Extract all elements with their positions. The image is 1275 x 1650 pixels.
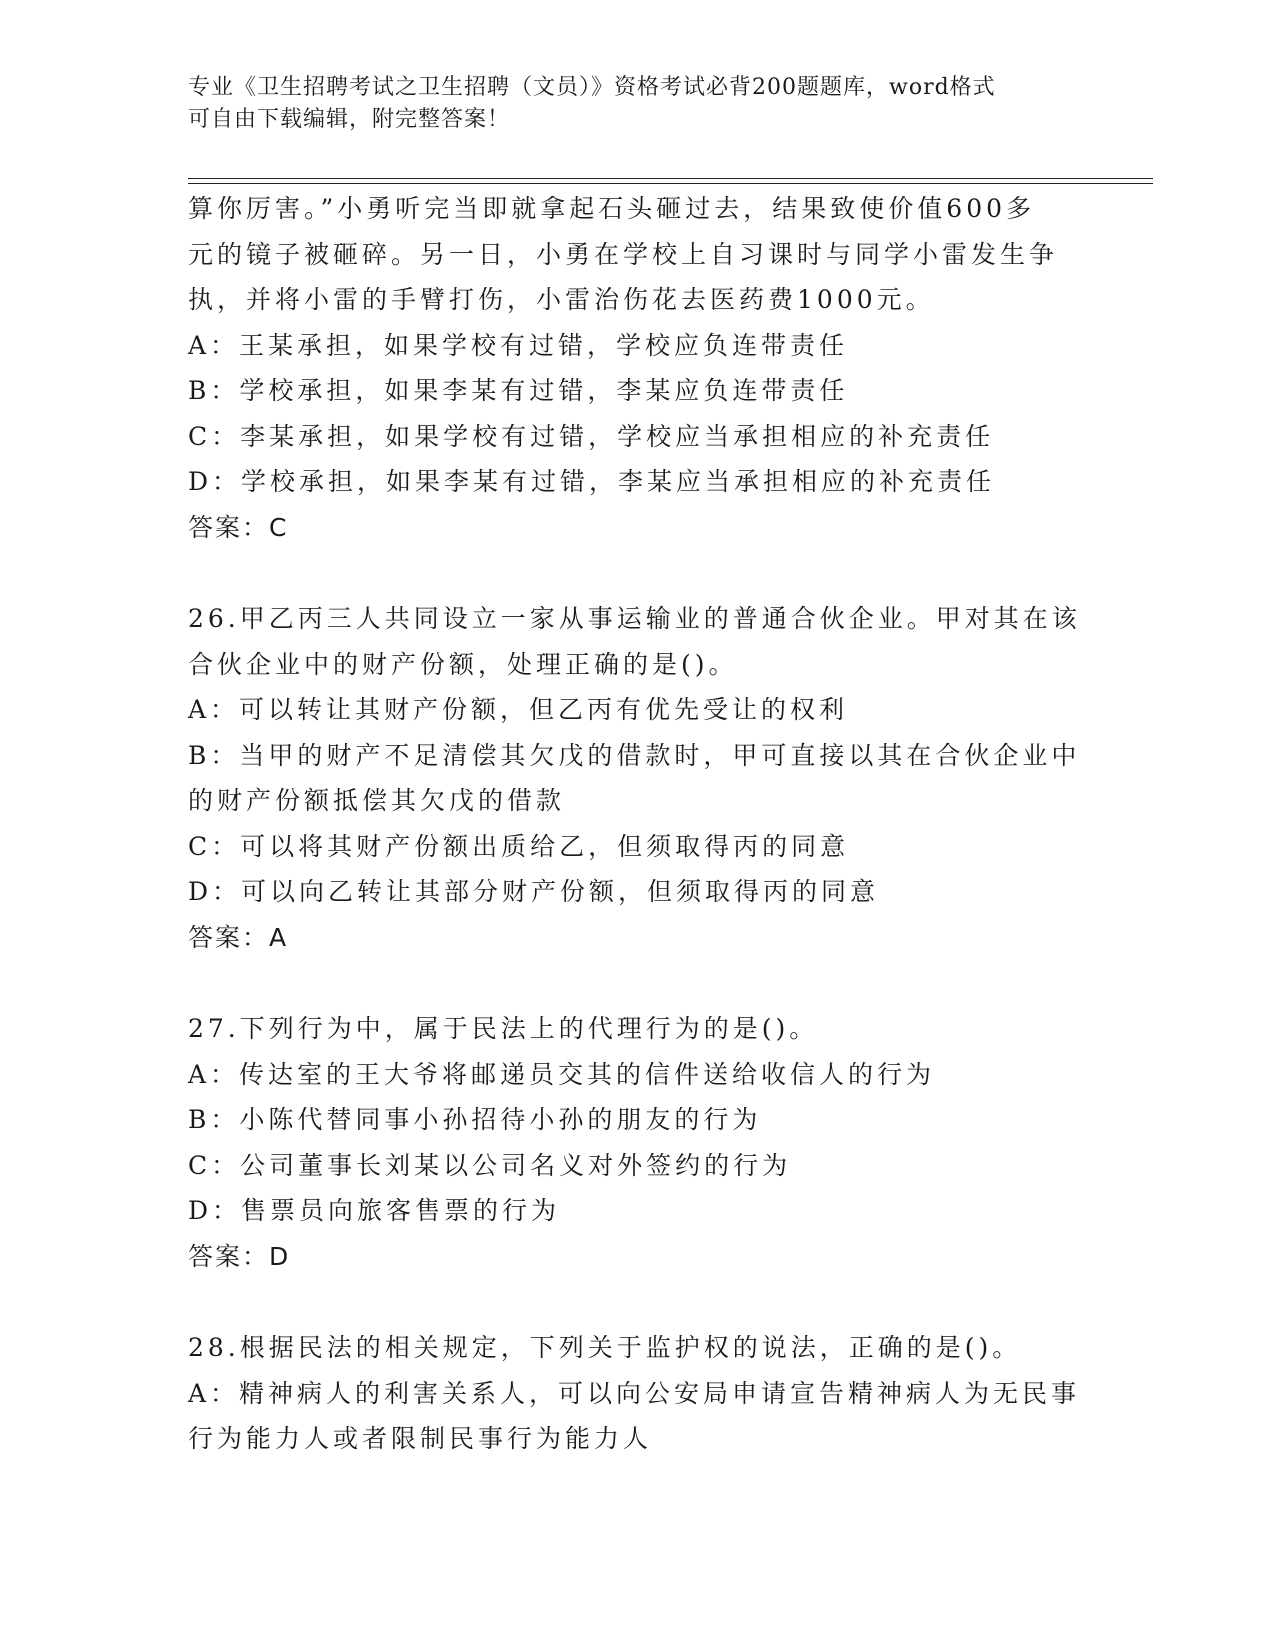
option-a: A：可以转让其财产份额，但乙丙有优先受让的权利 (188, 695, 849, 724)
header-divider (188, 178, 1153, 184)
option-b: B：小陈代替同事小孙招待小孙的朋友的行为 (188, 1105, 762, 1134)
answer-label: 答案：C (188, 512, 289, 542)
option-c: C：公司董事长刘某以公司名义对外签约的行为 (188, 1150, 792, 1180)
option-d: D：可以向乙转让其部分财产份额，但须取得丙的同意 (188, 877, 880, 906)
option-d: D：售票员向旅客售票的行为 (188, 1196, 561, 1225)
option-b: B：当甲的财产不足清偿其欠戊的借款时，甲可直接以其在合伙企业中 (188, 740, 1081, 770)
option-c: C：可以将其财产份额出质给乙，但须取得丙的同意 (188, 831, 850, 861)
question-text-line: 算你厉害。”小勇听完当即就拿起石头砸过去，结果致使价值600多 (188, 194, 1036, 223)
question-text-line: 合伙企业中的财产份额，处理正确的是()。 (188, 649, 738, 679)
question-text-line: 执，并将小雷的手臂打伤，小雷治伤花去医药费1000元。 (188, 285, 935, 314)
option-b-continued: 的财产份额抵偿其欠戊的借款 (188, 786, 566, 815)
question-text-line: 27.下列行为中，属于民法上的代理行为的是()。 (188, 1014, 819, 1043)
question-25 (188, 186, 1088, 550)
option-d: D：学校承担，如果李某有过错，李某应当承担相应的补充责任 (188, 467, 996, 496)
question-27 (188, 1006, 1088, 1279)
option-a: A：精神病人的利害关系人，可以向公安局申请宣告精神病人为无民事 (188, 1378, 1081, 1408)
question-content (188, 186, 1088, 1462)
option-c: C：李某承担，如果学校有过错，学校应当承担相应的补充责任 (188, 421, 995, 451)
question-text-line: 26.甲乙丙三人共同设立一家从事运输业的普通合伙企业。甲对其在该 (188, 604, 1081, 633)
option-a: A：传达室的王大爷将邮递员交其的信件送给收信人的行为 (188, 1059, 936, 1089)
header-line-1: 专业《卫生招聘考试之卫生招聘（文员）》资格考试必背200题题库，word格式 (188, 75, 996, 100)
spacer (188, 550, 1088, 596)
spacer (188, 1279, 1088, 1325)
question-text-line: 元的镜子被砸碎。另一日，小勇在学校上自习课时与同学小雷发生争 (188, 239, 1059, 269)
question-28 (188, 1325, 1088, 1462)
answer-label: 答案：A (188, 922, 289, 952)
question-26 (188, 596, 1088, 960)
answer-label: 答案：D (188, 1241, 291, 1271)
option-b: B：学校承担，如果李某有过错，李某应负连带责任 (188, 376, 849, 405)
option-a-continued: 行为能力人或者限制民事行为能力人 (188, 1424, 653, 1453)
option-a: A：王某承担，如果学校有过错，学校应负连带责任 (188, 330, 849, 360)
spacer (188, 960, 1088, 1006)
header-line-2: 可自由下载编辑，附完整答案！ (188, 107, 511, 132)
question-text-line: 28.根据民法的相关规定，下列关于监护权的说法，正确的是()。 (188, 1333, 1022, 1362)
page-header (188, 72, 1088, 136)
